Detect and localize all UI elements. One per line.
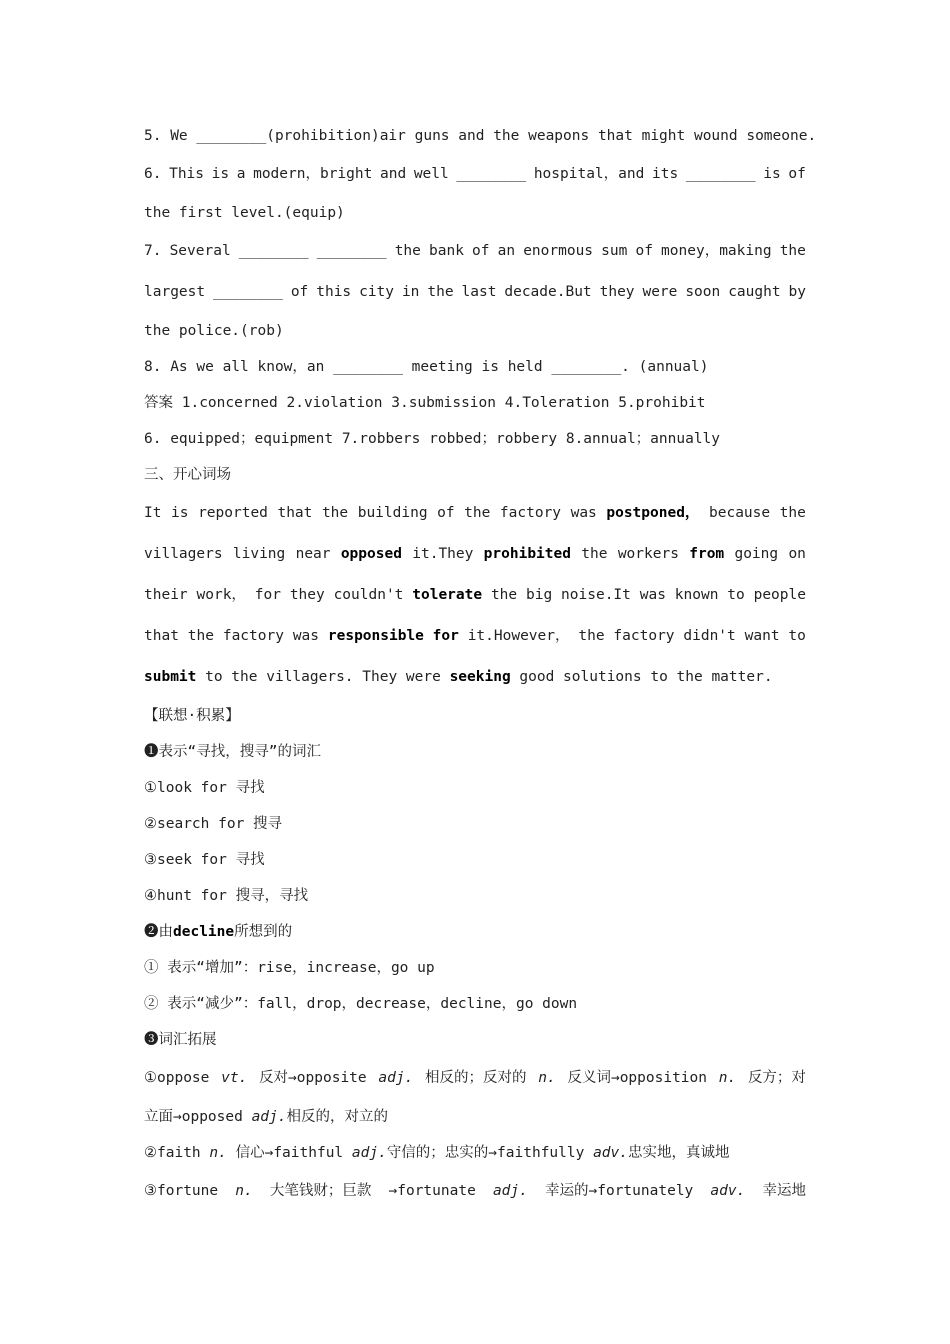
exercise-5: 5. We ________(prohibition)air guns and the weapons that might wound someone.: [144, 128, 817, 144]
expansion-2: ②faith n. 信心→faithful adj.守信的；忠实的→faithfully adv.忠实地，真诚地: [144, 1145, 730, 1161]
section-heading: 三、开心词场: [144, 467, 231, 483]
group-1-title: ❶表示“寻找，搜寻”的词汇: [144, 744, 321, 760]
keyword: prohibited: [483, 546, 571, 562]
keyword: from: [689, 546, 725, 562]
expansion-1-line-2: 立面→opposed adj.相反的，对立的: [144, 1109, 388, 1125]
exercise-7-line-2: largest ________ of this city in the last decade.But they were soon caught by: [144, 284, 806, 300]
expansion-3: ③fortune n. 大笔钱财；巨款 →fortunate adj. 幸运的→fortunately adv. 幸运地: [144, 1183, 806, 1199]
exercise-7-line-3: the police.(rob): [144, 323, 284, 339]
passage-line-3: their work， for they couldn't tolerate the big noise.It was known to people: [144, 575, 806, 616]
keyword: decline: [173, 924, 235, 940]
passage-line-1: It is reported that the building of the factory was postponed， because the: [144, 493, 806, 534]
list-item: ② 表示“减少”：fall，drop，decrease，decline，go down: [144, 996, 578, 1012]
passage-line-4: that the factory was responsible for it.However， the factory didn't want to: [144, 616, 806, 657]
passage-line-2: villagers living near opposed it.They prohibited the workers from going on: [144, 534, 806, 575]
document-page: [144, 118, 817, 1212]
answer-line-2: 6. equipped；equipment 7.robbers robbed；robbery 8.annual；annually: [144, 431, 721, 447]
keyword: submit: [144, 669, 197, 685]
group-3-title: ❸词汇拓展: [144, 1032, 217, 1048]
exercise-6-line-2: the first level.(equip): [144, 205, 345, 221]
vocab-heading: 【联想·积累】: [144, 708, 240, 724]
exercise-8: 8. As we all know，an ________ meeting is held ________. (annual): [144, 359, 709, 375]
list-item: ① 表示“增加”：rise，increase，go up: [144, 960, 435, 976]
passage-line-5: submit to the villagers. They were seeking good solutions to the matter.: [144, 669, 773, 685]
keyword: seeking: [449, 669, 511, 685]
list-item: ③seek for 寻找: [144, 852, 265, 868]
answer-line-1: 答案 1.concerned 2.violation 3.submission 4.Toleration 5.prohibit: [144, 395, 706, 411]
list-item: ①look for 寻找: [144, 780, 265, 796]
keyword: tolerate: [412, 587, 483, 603]
keyword: responsible for: [327, 628, 459, 644]
keyword: postponed，: [606, 505, 700, 521]
exercise-6-line-1: 6. This is a modern，bright and well ________ hospital，and its ________ is of: [144, 166, 806, 182]
list-item: ②search for 搜寻: [144, 816, 283, 832]
keyword: opposed: [340, 546, 402, 562]
list-item: ④hunt for 搜寻，寻找: [144, 888, 309, 904]
group-2-title: ❷由decline所想到的: [144, 924, 293, 940]
exercise-7-line-1: 7. Several ________ ________ the bank of an enormous sum of money，making the: [144, 243, 806, 259]
expansion-1-line-1: ①oppose vt. 反对→opposite adj. 相反的；反对的 n. 反义词→opposition n. 反方；对: [144, 1070, 806, 1086]
